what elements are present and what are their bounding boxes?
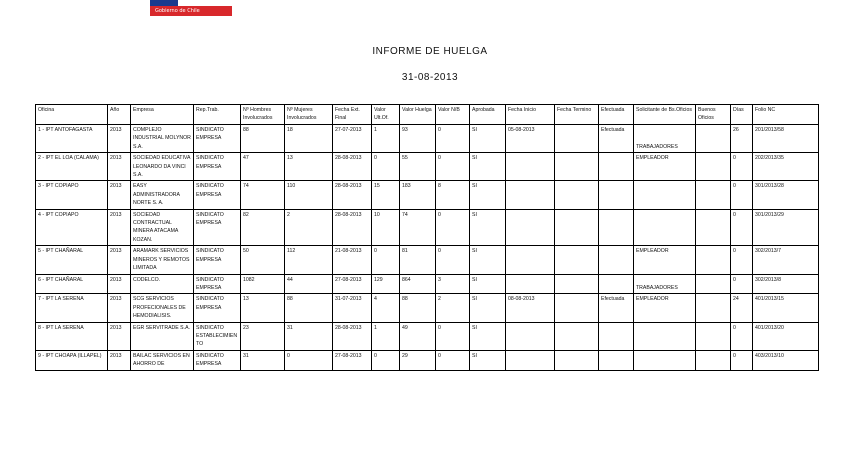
table-cell: 8 - IPT LA SERENA [36, 322, 108, 350]
column-header: Nº Mujeres Involucrados [285, 105, 333, 125]
table-cell: EMPLEADOR [634, 246, 696, 274]
table-cell: 302/2013/8 [753, 274, 819, 294]
table-cell: EMPLEADOR [634, 294, 696, 322]
table-cell: 4 [372, 294, 400, 322]
table-cell [599, 181, 634, 209]
table-cell: 201/2013/58 [753, 125, 819, 153]
table-cell [555, 322, 599, 350]
table-cell: 21-08-2013 [333, 246, 372, 274]
table-cell: 2 - IPT EL LOA (CALAMA) [36, 153, 108, 181]
table-cell [634, 350, 696, 370]
table-cell: 27-08-2013 [333, 274, 372, 294]
table-cell: 10 [372, 209, 400, 246]
table-row [36, 125, 819, 153]
table-cell: 26 [731, 125, 753, 153]
table-cell: EMPLEADOR [634, 153, 696, 181]
table-cell: 50 [241, 246, 285, 274]
table-cell: 3 [436, 274, 470, 294]
table-cell: ARAMARK SERVICIOS MINEROS Y REMOTOS LIMITADA [131, 246, 194, 274]
table-cell: COMPLEJO INDUSTRIAL MOLYNOR S.A. [131, 125, 194, 153]
table-cell: 2013 [108, 153, 131, 181]
table-cell: 1082 [241, 274, 285, 294]
table-cell: 08-08-2013 [506, 294, 555, 322]
table-cell: 401/2013/20 [753, 322, 819, 350]
table-cell: 0 [372, 350, 400, 370]
table-cell: 0 [731, 246, 753, 274]
table-cell: 2013 [108, 294, 131, 322]
table-cell [555, 181, 599, 209]
table-cell: Efectuada [599, 125, 634, 153]
table-cell: SOCIEDAD EDUCATIVA LEONARDO DA VINCI S.A. [131, 153, 194, 181]
table-cell: SI [470, 294, 506, 322]
column-header: Solicitante de Bs.Oficios [634, 105, 696, 125]
table-cell [555, 294, 599, 322]
table-cell: Efectuada [599, 294, 634, 322]
table-cell [696, 246, 731, 274]
table-cell: 88 [285, 294, 333, 322]
table-cell [696, 181, 731, 209]
table-cell [696, 274, 731, 294]
table-cell: 23 [241, 322, 285, 350]
table-cell: 401/2013/15 [753, 294, 819, 322]
table-cell: SCG SERVICIOS PROFECIONALES DE HEMODIALISIS. [131, 294, 194, 322]
table-row [36, 246, 819, 274]
column-header: Valor N/B [436, 105, 470, 125]
table-cell: 31-07-2013 [333, 294, 372, 322]
table-cell [696, 125, 731, 153]
table-row [36, 209, 819, 246]
table-cell: 74 [400, 209, 436, 246]
table-cell [555, 153, 599, 181]
table-cell: 49 [400, 322, 436, 350]
table-cell: 0 [436, 350, 470, 370]
table-cell [599, 209, 634, 246]
table-cell: 202/2013/35 [753, 153, 819, 181]
gobierno-logo [150, 0, 232, 16]
table-cell: 2 [285, 209, 333, 246]
table-cell: SI [470, 322, 506, 350]
table-cell [506, 209, 555, 246]
table-cell: CODELCO. [131, 274, 194, 294]
table-cell [634, 181, 696, 209]
table-cell [506, 246, 555, 274]
table-row [36, 322, 819, 350]
report-date: 31-08-2013 [401, 72, 459, 83]
table-cell [696, 209, 731, 246]
table-cell: EGR SERVITRADE S.A. [131, 322, 194, 350]
table-cell: 27-07-2013 [333, 125, 372, 153]
table-cell: 7 - IPT LA SERENA [36, 294, 108, 322]
table-cell: 0 [436, 322, 470, 350]
table-cell: 1 [372, 125, 400, 153]
table-cell: 301/2013/28 [753, 181, 819, 209]
table-cell [696, 294, 731, 322]
column-header: Oficina [36, 105, 108, 125]
table-cell: 0 [731, 274, 753, 294]
table-cell [599, 350, 634, 370]
table-cell: 74 [241, 181, 285, 209]
table-cell: 0 [436, 153, 470, 181]
table-cell [555, 125, 599, 153]
table-cell: SINDICATO EMPRESA [194, 181, 241, 209]
table-cell: TRABAJADORES [634, 125, 696, 153]
report-title: INFORME DE HUELGA [372, 46, 488, 57]
table-cell: 31 [285, 322, 333, 350]
table-cell: SI [470, 209, 506, 246]
table-cell: 31 [241, 350, 285, 370]
table-cell: 47 [241, 153, 285, 181]
table-cell [696, 322, 731, 350]
column-header: Rep.Trab. [194, 105, 241, 125]
column-header: Días [731, 105, 753, 125]
table-cell [634, 209, 696, 246]
table-cell: 0 [436, 125, 470, 153]
logo-text: Gobierno de Chile [150, 6, 232, 16]
table-row [36, 181, 819, 209]
table-cell: 0 [436, 246, 470, 274]
table-cell [506, 322, 555, 350]
column-header: Fecha Ext. Final [333, 105, 372, 125]
column-header: Folio NC [753, 105, 819, 125]
table-cell: 0 [731, 153, 753, 181]
table-row [36, 274, 819, 294]
table-cell: 9 - IPT CHOAPA (ILLAPEL) [36, 350, 108, 370]
table-cell [506, 350, 555, 370]
table-cell: 44 [285, 274, 333, 294]
table-cell: 82 [241, 209, 285, 246]
table-cell: 18 [285, 125, 333, 153]
table-row [36, 153, 819, 181]
table-cell: 88 [400, 294, 436, 322]
table-cell: SINDICATO EMPRESA [194, 274, 241, 294]
table-cell: 0 [372, 153, 400, 181]
table-cell: 0 [731, 350, 753, 370]
table-cell: BAILAC SERVICIOS EN AHORRO DE [131, 350, 194, 370]
table-cell: 27-08-2013 [333, 350, 372, 370]
table-cell: 302/2013/7 [753, 246, 819, 274]
column-header: Fecha Inicio [506, 105, 555, 125]
column-header: Buenos Oficios [696, 105, 731, 125]
table-cell: SINDICATO EMPRESA [194, 125, 241, 153]
table-cell [599, 322, 634, 350]
table-cell: 93 [400, 125, 436, 153]
table-cell: SI [470, 181, 506, 209]
table-cell [555, 246, 599, 274]
table-cell: TRABAJADORES [634, 274, 696, 294]
table-cell: 0 [372, 246, 400, 274]
table-cell: 88 [241, 125, 285, 153]
table-cell: 301/2013/29 [753, 209, 819, 246]
table-cell: 1 - IPT ANTOFAGASTA [36, 125, 108, 153]
table-cell: 13 [241, 294, 285, 322]
table-cell [555, 209, 599, 246]
table-cell: 15 [372, 181, 400, 209]
table-cell: SINDICATO ESTABLECIMIENTO [194, 322, 241, 350]
table-cell: 28-08-2013 [333, 153, 372, 181]
table-cell: 28-08-2013 [333, 181, 372, 209]
table-cell: 2013 [108, 125, 131, 153]
table-cell: SINDICATO EMPRESA [194, 350, 241, 370]
column-header: Año [108, 105, 131, 125]
table-cell: 05-08-2013 [506, 125, 555, 153]
table-cell: SOCIEDAD CONTRACTUAL MINERA ATACAMA KOZAN. [131, 209, 194, 246]
strike-report-table [35, 104, 819, 371]
table-cell: 110 [285, 181, 333, 209]
table-cell [506, 181, 555, 209]
table-cell: SINDICATO EMPRESA [194, 209, 241, 246]
table-cell: 3 - IPT COPIAPO [36, 181, 108, 209]
table-cell: 0 [731, 209, 753, 246]
table-cell: SI [470, 350, 506, 370]
table-cell: 0 [285, 350, 333, 370]
column-header: Nº Hombres Involucrados [241, 105, 285, 125]
table-cell: 112 [285, 246, 333, 274]
table-cell: 81 [400, 246, 436, 274]
table-cell [599, 153, 634, 181]
table-row [36, 294, 819, 322]
table-cell: 55 [400, 153, 436, 181]
table-cell [634, 322, 696, 350]
column-header: Efectuada [599, 105, 634, 125]
table-cell: SINDICATO EMPRESA [194, 246, 241, 274]
table-cell: 13 [285, 153, 333, 181]
table-cell: 2013 [108, 246, 131, 274]
table-cell: 8 [436, 181, 470, 209]
column-header: Valor Huelga [400, 105, 436, 125]
table-cell: 2013 [108, 350, 131, 370]
table-cell: 0 [731, 181, 753, 209]
table-cell: 28-08-2013 [333, 209, 372, 246]
table-cell: 0 [436, 209, 470, 246]
column-header: Valor Ult.Of. [372, 105, 400, 125]
table-body [36, 125, 819, 371]
table-cell: SI [470, 274, 506, 294]
table-cell: 5 - IPT CHAÑARAL [36, 246, 108, 274]
table-cell: 1 [372, 322, 400, 350]
table-cell: 28-08-2013 [333, 322, 372, 350]
table-cell: 29 [400, 350, 436, 370]
table-cell: SINDICATO EMPRESA [194, 153, 241, 181]
table-cell [506, 274, 555, 294]
table-cell: 2013 [108, 322, 131, 350]
table-cell: SI [470, 125, 506, 153]
column-header: Empresa [131, 105, 194, 125]
table-cell [696, 350, 731, 370]
table-cell: 2 [436, 294, 470, 322]
table-cell [599, 246, 634, 274]
table-cell: 864 [400, 274, 436, 294]
table-row [36, 350, 819, 370]
table-cell: 2013 [108, 274, 131, 294]
table-cell [696, 153, 731, 181]
table-cell: 403/2013/10 [753, 350, 819, 370]
table-cell: SI [470, 246, 506, 274]
table-cell: 6 - IPT CHAÑARAL [36, 274, 108, 294]
column-header: Fecha Termino [555, 105, 599, 125]
table-cell: 183 [400, 181, 436, 209]
table-cell [599, 274, 634, 294]
table-cell [555, 274, 599, 294]
table-cell: 2013 [108, 181, 131, 209]
table-cell: 0 [731, 322, 753, 350]
table-cell: SINDICATO EMPRESA [194, 294, 241, 322]
table-cell: 4 - IPT COPIAPO [36, 209, 108, 246]
table-cell [506, 153, 555, 181]
table-cell: 24 [731, 294, 753, 322]
table-cell [555, 350, 599, 370]
table-cell: EASY ADMINISTRADORA NORTE S. A. [131, 181, 194, 209]
column-header: Aprobada [470, 105, 506, 125]
table-cell: 2013 [108, 209, 131, 246]
table-header-row [36, 105, 819, 125]
table-cell: SI [470, 153, 506, 181]
table-cell: 129 [372, 274, 400, 294]
